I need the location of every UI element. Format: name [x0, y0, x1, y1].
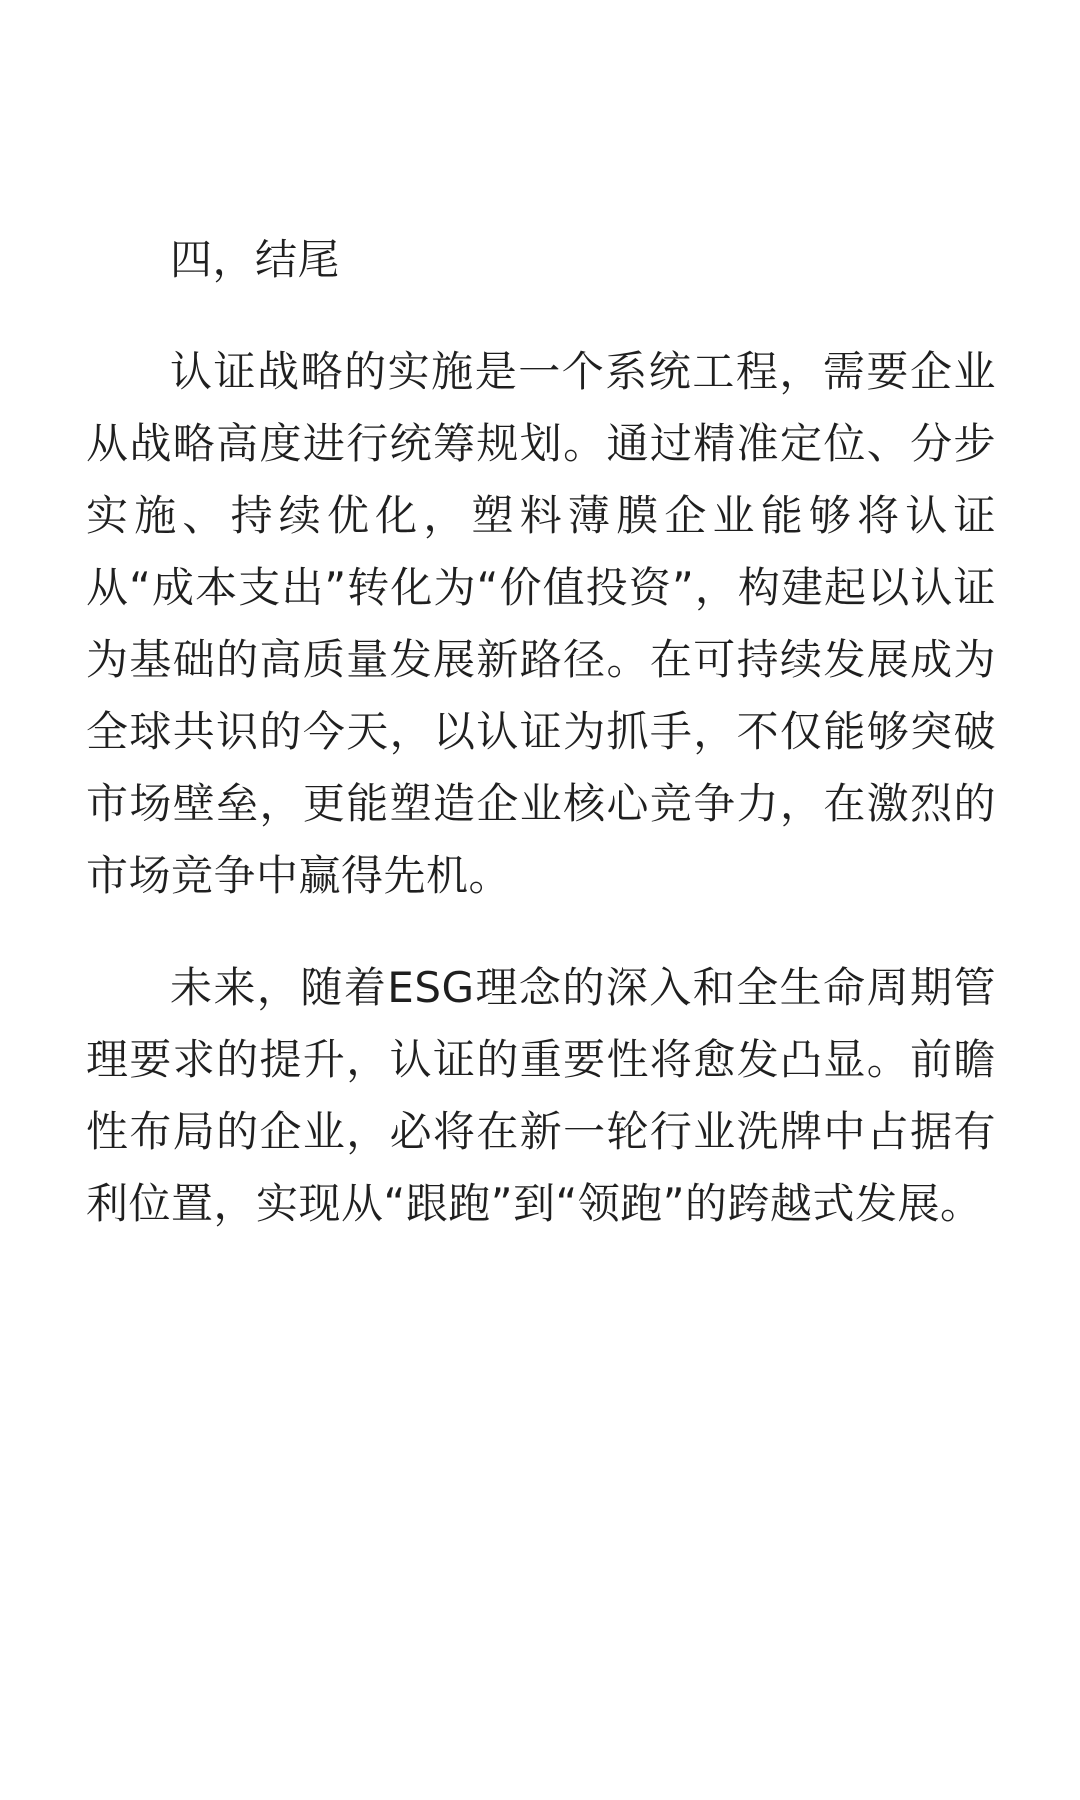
section-heading: 四，结尾: [170, 235, 341, 284]
article-body: [86, 224, 996, 1280]
paragraph-conclusion: 认证战略的实施是一个系统工程，需要企业从战略高度进行统筹规划。通过精准定位、分步实施、持续优化，塑料薄膜企业能够将认证从“成本支出”转化为“价值投资”，构建起以认证为基础的高质量发展新路径。在可持续发展成为全球共识的今天，以认证为抓手，不仅能够突破市场壁垒，更能塑造企业核心竞争力，在激烈的市场竞争中赢得先机。: [86, 347, 996, 900]
paragraph-outlook: 未来，随着ESG理念的深入和全生命周期管理要求的提升，认证的重要性将愈发凸显。前瞻性布局的企业，必将在新一轮行业洗牌中占据有利位置，实现从“跟跑”到“领跑”的跨越式发展。: [86, 963, 996, 1228]
